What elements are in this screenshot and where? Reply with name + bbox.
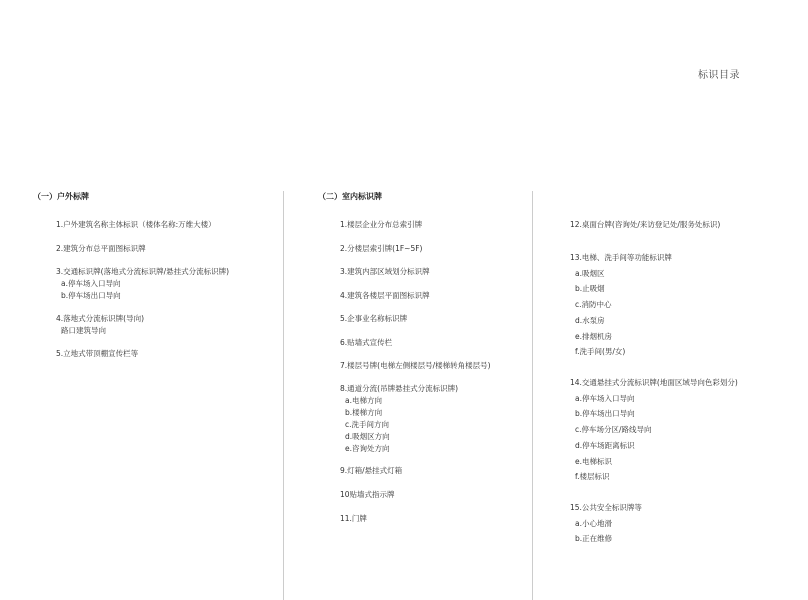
indoor-item-8: 8.通道分流(吊牌悬挂式分流标识牌)	[340, 384, 459, 393]
outdoor-item-4: 4.落地式分流标识牌(导向)	[56, 314, 145, 323]
outdoor-item-3-sub-b: b.停车场出口导向	[61, 291, 121, 300]
indoor-item-8-sub-c: c.洗手间方向	[345, 420, 390, 429]
indoor-item-12: 12.桌面台牌(咨询处/来访登记处/服务处标识)	[570, 220, 721, 229]
indoor-item-14: 14.交通悬挂式分流标识牌(地面区域导向色彩划分)	[570, 378, 738, 387]
indoor-item-6: 6.贴墙式宣传栏	[340, 338, 393, 347]
indoor-item-13: 13.电梯、洗手间等功能标识牌	[570, 253, 672, 262]
indoor-heading: （二）室内标识牌	[318, 192, 382, 201]
indoor-item-5: 5.企事业名称标识牌	[340, 314, 408, 323]
column-divider-left	[283, 191, 284, 600]
outdoor-item-3-group	[56, 266, 229, 302]
indoor-item-3: 3.建筑内部区域划分标识牌	[340, 267, 430, 276]
indoor-item-9: 9.灯箱/悬挂式灯箱	[340, 466, 403, 475]
indoor-item-4: 4.建筑各楼层平面图标识牌	[340, 291, 430, 300]
indoor-item-15: 15.公共安全标识牌等	[570, 503, 642, 512]
indoor-item-13-sub-e: e.排烟机房	[575, 331, 612, 341]
indoor-item-14-sub-f: f.楼层标识	[575, 472, 610, 482]
indoor-item-13-sub-b: b.止吸烟	[575, 284, 605, 294]
outdoor-item-5: 5.立地式带顶棚宣传栏等	[56, 349, 139, 358]
outdoor-item-2: 2.建筑分布总平面图标识牌	[56, 244, 146, 253]
indoor-item-10: 10贴墙式指示牌	[340, 490, 395, 499]
indoor-item-8-sub-e: e.咨询处方向	[345, 444, 390, 453]
indoor-item-14-sub-c: c.停车场分区/路线导向	[575, 425, 652, 435]
indoor-item-13-sub-f: f.洗手间(男/女)	[575, 347, 626, 357]
indoor-item-15-group	[570, 500, 642, 547]
indoor-item-7: 7.楼层号牌(电梯左侧楼层号/楼梯转角楼层号)	[340, 361, 491, 370]
indoor-item-15-sub-b: b.正在维修	[575, 534, 613, 544]
indoor-item-8-sub-b: b.楼梯方向	[345, 408, 383, 417]
page-title: 标识目录	[698, 70, 740, 81]
outdoor-heading: （一）户外标牌	[33, 192, 89, 201]
indoor-item-8-sub-a: a.电梯方向	[345, 396, 382, 405]
outdoor-item-3-sub-a: a.停车场入口导向	[61, 279, 121, 288]
indoor-item-13-sub-d: d.水泵房	[575, 315, 605, 325]
column-divider-right	[532, 191, 533, 600]
indoor-item-15-sub-a: a.小心地滑	[575, 518, 612, 528]
indoor-item-14-group	[570, 375, 738, 485]
indoor-item-1: 1.楼层企业分布总索引牌	[340, 220, 423, 229]
indoor-item-13-sub-c: c.消防中心	[575, 300, 612, 310]
indoor-item-14-sub-d: d.停车场距离标识	[575, 440, 635, 450]
indoor-item-14-sub-e: e.电梯标识	[575, 456, 612, 466]
indoor-item-13-group	[570, 250, 672, 360]
outdoor-item-4-group	[56, 313, 144, 337]
indoor-item-8-group	[340, 383, 458, 455]
indoor-item-14-sub-a: a.停车场入口导向	[575, 393, 635, 403]
indoor-item-2: 2.分楼层索引牌(1F~5F)	[340, 244, 423, 253]
outdoor-item-3: 3.交通标识牌(落地式分流标识牌/悬挂式分流标识牌)	[56, 267, 230, 276]
indoor-item-11: 11.门牌	[340, 514, 367, 523]
indoor-item-8-sub-d: d.吸烟区方向	[345, 432, 390, 441]
outdoor-item-4-sub: 路口建筑导向	[61, 326, 106, 335]
indoor-item-13-sub-a: a.吸烟区	[575, 268, 605, 278]
indoor-item-14-sub-b: b.停车场出口导向	[575, 409, 635, 419]
outdoor-item-1: 1.户外建筑名称主体标识（楼体名称:万维大楼）	[56, 220, 216, 229]
